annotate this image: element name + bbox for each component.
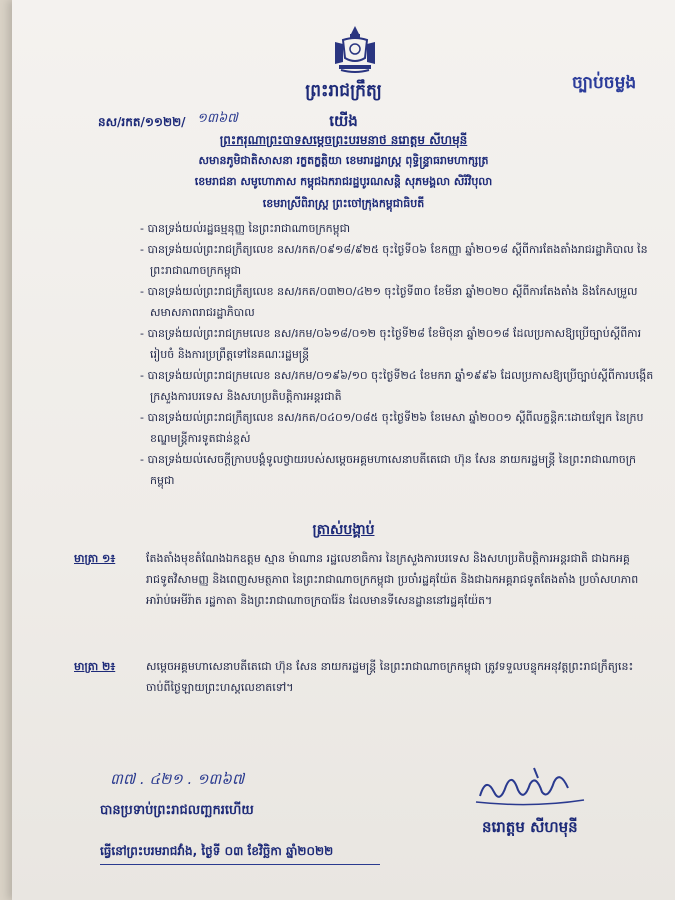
royal-signature	[472, 762, 592, 810]
article-2-label: មាត្រា ២៖	[74, 660, 116, 673]
decree-heading: ត្រាស់បង្គាប់	[312, 522, 375, 538]
article-2-text: សម្តេចអគ្គមហាសេនាបតីតេជោ ហ៊ុន សែន នាយករដ្ឋមន្ត្រី នៃព្រះរាជាណាចក្រកម្ពុជា ត្រូវទទួលបន្ទុកអនុវត្តព្រះរាជក្រឹត្យនេះ ចាប់ពីថ្ងៃឡាយព្រះហស្តលេខាតទៅ។	[146, 660, 634, 694]
consideration-item: - បានទ្រង់យល់ព្រះរាជក្រមលេខ នស/រកម/០១៩៦/១០ ចុះថ្ងៃទី២៤ ខែមករា ឆ្នាំ១៩៩៦ ដែលប្រកាសឱ្យប្រើច្បាប់ស្តីពីការបង្កើតក្រសួងការបរទេស និងសហប្រតិបត្តិការអន្តរជាតិ	[140, 369, 654, 403]
royal-title-line-3: ខេមរាស្រីពិរាស្ត្រ ព្រះចៅក្រុងកម្ពុជាធិបតី	[262, 197, 425, 210]
article-2	[74, 656, 654, 698]
consideration-item: - បានទ្រង់យល់ព្រះរាជក្រមលេខ នស/រកម/០៦១៨/០១២ ចុះថ្ងៃទី២៨ ខែមិថុនា ឆ្នាំ២០១៨ ដែលប្រកាសឱ្យប្រើច្បាប់ស្តីពីការរៀបចំ និងការប្រព្រឹត្តទៅនៃគណៈរដ្ឋមន្ត្រី	[140, 327, 642, 361]
consideration-item: - បានទ្រង់យល់សេចក្តីក្រាបបង្គំទូលថ្វាយរបស់សម្តេចអគ្គមហាសេនាបតីតេជោ ហ៊ុន សែន នាយករដ្ឋមន្ត្រី នៃព្រះរាជាណាចក្រកម្ពុជា	[140, 453, 636, 487]
article-1-text: តែងតាំងមុខតំណែងឯកឧត្តម ស្មាន ម៉ាណាន រដ្ឋលេខាធិការ នៃក្រសួងការបរទេស និងសហប្រតិបត្តិការអន្តរជាតិ ជាឯកអគ្គរាជទូតវិសាមញ្ញ និងពេញសមត្ថភាព នៃព្រះរាជាណាចក្រកម្ពុជា ប្រចាំរដ្ឋគុយ៉ែត និងជាឯកអគ្គរាជទូតតែងតាំង ប្រចាំសហភាពអារ៉ាប់អេមីរ៉ាត រដ្ឋកាតា និងព្រះរាជាណាចក្របារ៉ែន ដែលមានទីសេនដ្ឋាននៅរដ្ឋគុយ៉ែត។	[146, 552, 639, 607]
consideration-item: - បានទ្រង់យល់ព្រះរាជក្រឹត្យលេខ នស/រកត/០៤០១/០៨៥ ចុះថ្ងៃទី២៦ ខែមេសា ឆ្នាំ២០០១ ស្តីពីលក្ខន្តិកៈដោយឡែក នៃក្របខណ្ឌមន្ត្រីការទូតជាន់ខ្ពស់	[140, 411, 644, 445]
article-1	[74, 548, 654, 611]
consideration-item: - បានទ្រង់យល់ព្រះរាជក្រឹត្យលេខ នស/រកត/០៣២០/៤២១ ចុះថ្ងៃទី៣០ ខែមីនា ឆ្នាំ២០២០ ស្តីពីការតែងតាំង និងកែសម្រួលសមាសភាពរាជរដ្ឋាភិបាល	[140, 285, 638, 319]
consideration-item: - បានទ្រង់យល់ព្រះរាជក្រឹត្យលេខ នស/រកត/០៩១៨/៩២៥ ចុះថ្ងៃទី០៦ ខែកញ្ញា ឆ្នាំ២០១៨ ស្តីពីការតែងតាំងរាជរដ្ឋាភិបាល នៃព្រះរាជាណាចក្រកម្ពុជា	[140, 243, 648, 277]
considerations-list	[140, 218, 660, 491]
place-and-date: ធ្វើនៅព្រះបរមរាជវាំង, ថ្ងៃទី ០៣ ខែវិច្ឆិកា ឆ្នាំ២០២២	[100, 844, 334, 858]
reference-handwritten: ១៣៦៧	[197, 111, 238, 126]
king-line: ព្រះករុណាព្រះបាទសម្តេចព្រះបរមនាថ នរោត្តម សីហមុនី	[219, 133, 468, 147]
royal-title-line-1: សមានភូមិជាតិសាសនា រក្ខតក្ខត្តិយា ខេមរារដ្ឋរាស្ត្រ ពុទ្ធិន្ទ្រាធរាមហាក្សត្រ	[198, 154, 489, 167]
royal-title-line-2: ខេមរាជនា សមូហោភាស កម្ពុជឯករាជរដ្ឋបូរណសន្តិ សុភមង្គលា សិរីវិបុលា	[194, 175, 493, 188]
copy-stamp: ច្បាប់ចម្លង	[572, 73, 637, 93]
seal-registered-note: បានប្រទាប់ព្រះរាជលញ្ឆករហើយ	[100, 803, 254, 818]
article-1-label: មាត្រា ១៖	[74, 552, 116, 565]
intro-we: យើង	[329, 112, 358, 130]
signer-name: នរោត្តម សីហមុនី	[482, 818, 578, 836]
royal-coat-of-arms-icon	[329, 24, 381, 74]
date-underline	[100, 864, 380, 865]
consideration-item: - បានទ្រង់យល់រដ្ឋធម្មនុញ្ញ នៃព្រះរាជាណាចក្រកម្ពុជា	[140, 222, 351, 235]
document-title: ព្រះរាជក្រឹត្យ	[305, 81, 382, 101]
handwritten-registration-number: ៣៧ . ៤២១ . ១៣៦៧	[110, 770, 245, 788]
reference-number: នស/រកត/១១២២/	[98, 115, 186, 129]
document-page	[12, 0, 675, 900]
